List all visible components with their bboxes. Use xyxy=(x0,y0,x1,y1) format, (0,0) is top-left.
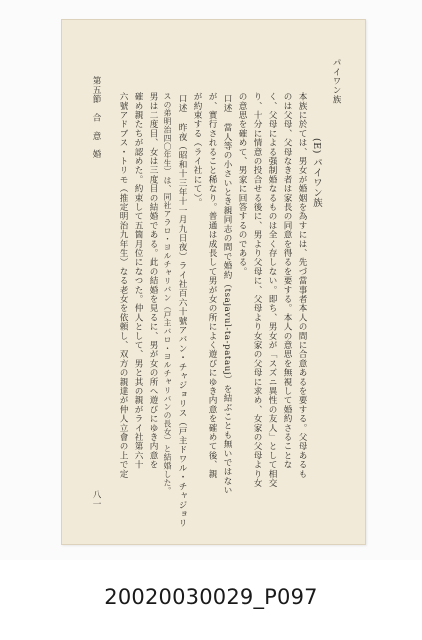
page-number: 八一 xyxy=(91,490,101,509)
section-title: (E) パイワン族 xyxy=(311,138,322,208)
page-text-columns xyxy=(62,20,365,544)
example-line: スの弟明治四〇年生）は、同社アラロ・ヨルチャリバン（戸主バロ・ヨルチャリバンの長女）と結婚した。 xyxy=(163,92,172,496)
paragraph-line: の意思を確めて、男家に回答するのである。 xyxy=(237,92,247,276)
example-line: 男は二度目、女は三度目の結婚である。此の結婚を見るに、男が女の所へ遊びにゆき内意を xyxy=(148,92,158,470)
example-line: 六號アドブス・トリモ（推定明治九年生）なる老女を依頼し、双方の親達が仲人立會の上で定 xyxy=(118,92,128,479)
paragraph-line: り、十分に情意の投合せる後に、男より父母に、父母より女家の父母に求め、女家の父母より女 xyxy=(252,92,262,488)
book-page xyxy=(61,19,366,545)
example-line: が約束する（ライ社にて）。 xyxy=(192,92,202,208)
paragraph-line: のは父母、父母なき者は家長の同意を得るを要する。本人の意思を無視して婚約さることな xyxy=(282,92,292,470)
side-note: パイワン族 xyxy=(331,58,341,104)
running-header: 第五節 合 意 婚 xyxy=(91,76,101,159)
paragraph-line: 本族に於ては、男女が婚姻を為すには、先づ當事者本人の間に合意あるを要する。父母あるも xyxy=(297,92,307,479)
example-label: 口述 xyxy=(222,94,232,113)
paragraph-line: く、父母による强制婚なるものは全く存しない。即ち、男女が「スズニ異性の友人」として相交 xyxy=(267,92,277,488)
image-caption: 20020030029_P097 xyxy=(104,585,318,609)
example-line: 確め親たちが認めた。約束して五箇月位になつた。仲人として、男と其の親がライ社第六十 xyxy=(133,92,143,470)
example-line: 昨夜（昭和十三年十一月九日夜）ライ社百六十號アバン・チャジョリス（戸主ドワル・チャジョリ xyxy=(177,123,187,528)
example-label: 口述 xyxy=(177,94,187,113)
example-line: が、實行されること稀なり。普通は成長して男が女の所によく遊びにゆき内意を確めて後、親 xyxy=(207,92,217,479)
example-line: 當人等の小さいとき親同志の間で婚約（tsajavul-ta-patauj）を結ぶことも無いではない xyxy=(222,123,232,495)
